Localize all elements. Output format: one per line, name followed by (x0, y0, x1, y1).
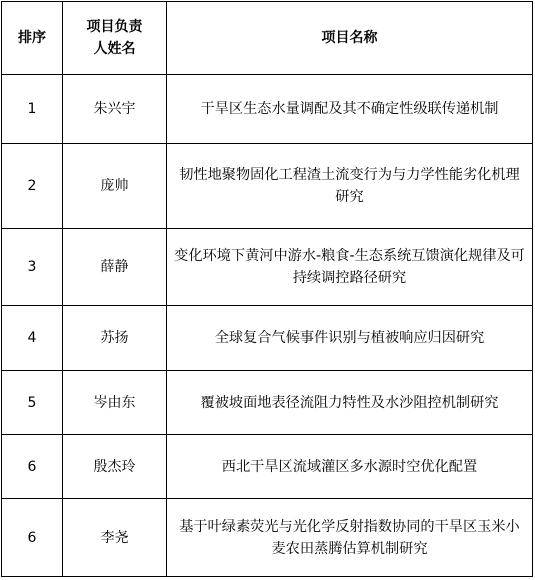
table-row (2, 75, 533, 144)
header-no: 排序 (2, 2, 63, 75)
row-project-name-text: 基于叶绿素荧光与光化学反射指数协同的干旱区玉米小麦农田蒸腾估算机制研究 (179, 518, 520, 557)
table-row (2, 144, 533, 229)
table-row (2, 306, 533, 371)
table-row (2, 435, 533, 499)
row-no: 6 (2, 435, 63, 499)
row-project-name (167, 435, 533, 499)
row-lead: 薛静 (63, 229, 167, 306)
row-project-name (167, 144, 533, 229)
row-lead: 李尧 (63, 499, 167, 577)
row-no: 2 (2, 144, 63, 229)
row-no: 6 (2, 499, 63, 577)
row-project-name-text: 全球复合气候事件识别与植被响应归因研究 (214, 330, 485, 346)
row-lead: 庞帅 (63, 144, 167, 229)
header-name: 项目名称 (167, 2, 533, 75)
row-no: 3 (2, 229, 63, 306)
table-header-row (2, 2, 533, 75)
row-project-name-text: 西北干旱区流域灌区多水源时空优化配置 (221, 458, 478, 475)
row-no: 1 (2, 75, 63, 144)
header-lead-label: 项目负责人姓名 (86, 19, 143, 57)
row-no: 4 (2, 306, 63, 371)
row-project-name (167, 371, 533, 435)
table-row (2, 371, 533, 435)
row-project-name-text: 韧性地聚物固化工程渣土流变行为与力学性能劣化机理研究 (179, 167, 520, 205)
row-project-name-text: 变化环境下黄河中游水-粮食-生态系统互馈演化规律及可持续调控路径研究 (174, 248, 525, 286)
row-project-name (167, 75, 533, 144)
row-project-name (167, 306, 533, 371)
row-project-name-text: 干旱区生态水量调配及其不确定性级联传递机制 (200, 101, 499, 117)
project-table (1, 1, 533, 577)
row-lead: 岑由东 (63, 371, 167, 435)
table-row (2, 499, 533, 577)
row-lead: 苏扬 (63, 306, 167, 371)
header-lead (63, 2, 167, 75)
row-project-name-text: 覆被坡面地表径流阻力特性及水沙阻控机制研究 (200, 394, 499, 411)
table-row (2, 229, 533, 306)
row-project-name (167, 499, 533, 577)
row-project-name (167, 229, 533, 306)
row-no: 5 (2, 371, 63, 435)
row-lead: 朱兴宇 (63, 75, 167, 144)
row-lead: 殷杰玲 (63, 435, 167, 499)
